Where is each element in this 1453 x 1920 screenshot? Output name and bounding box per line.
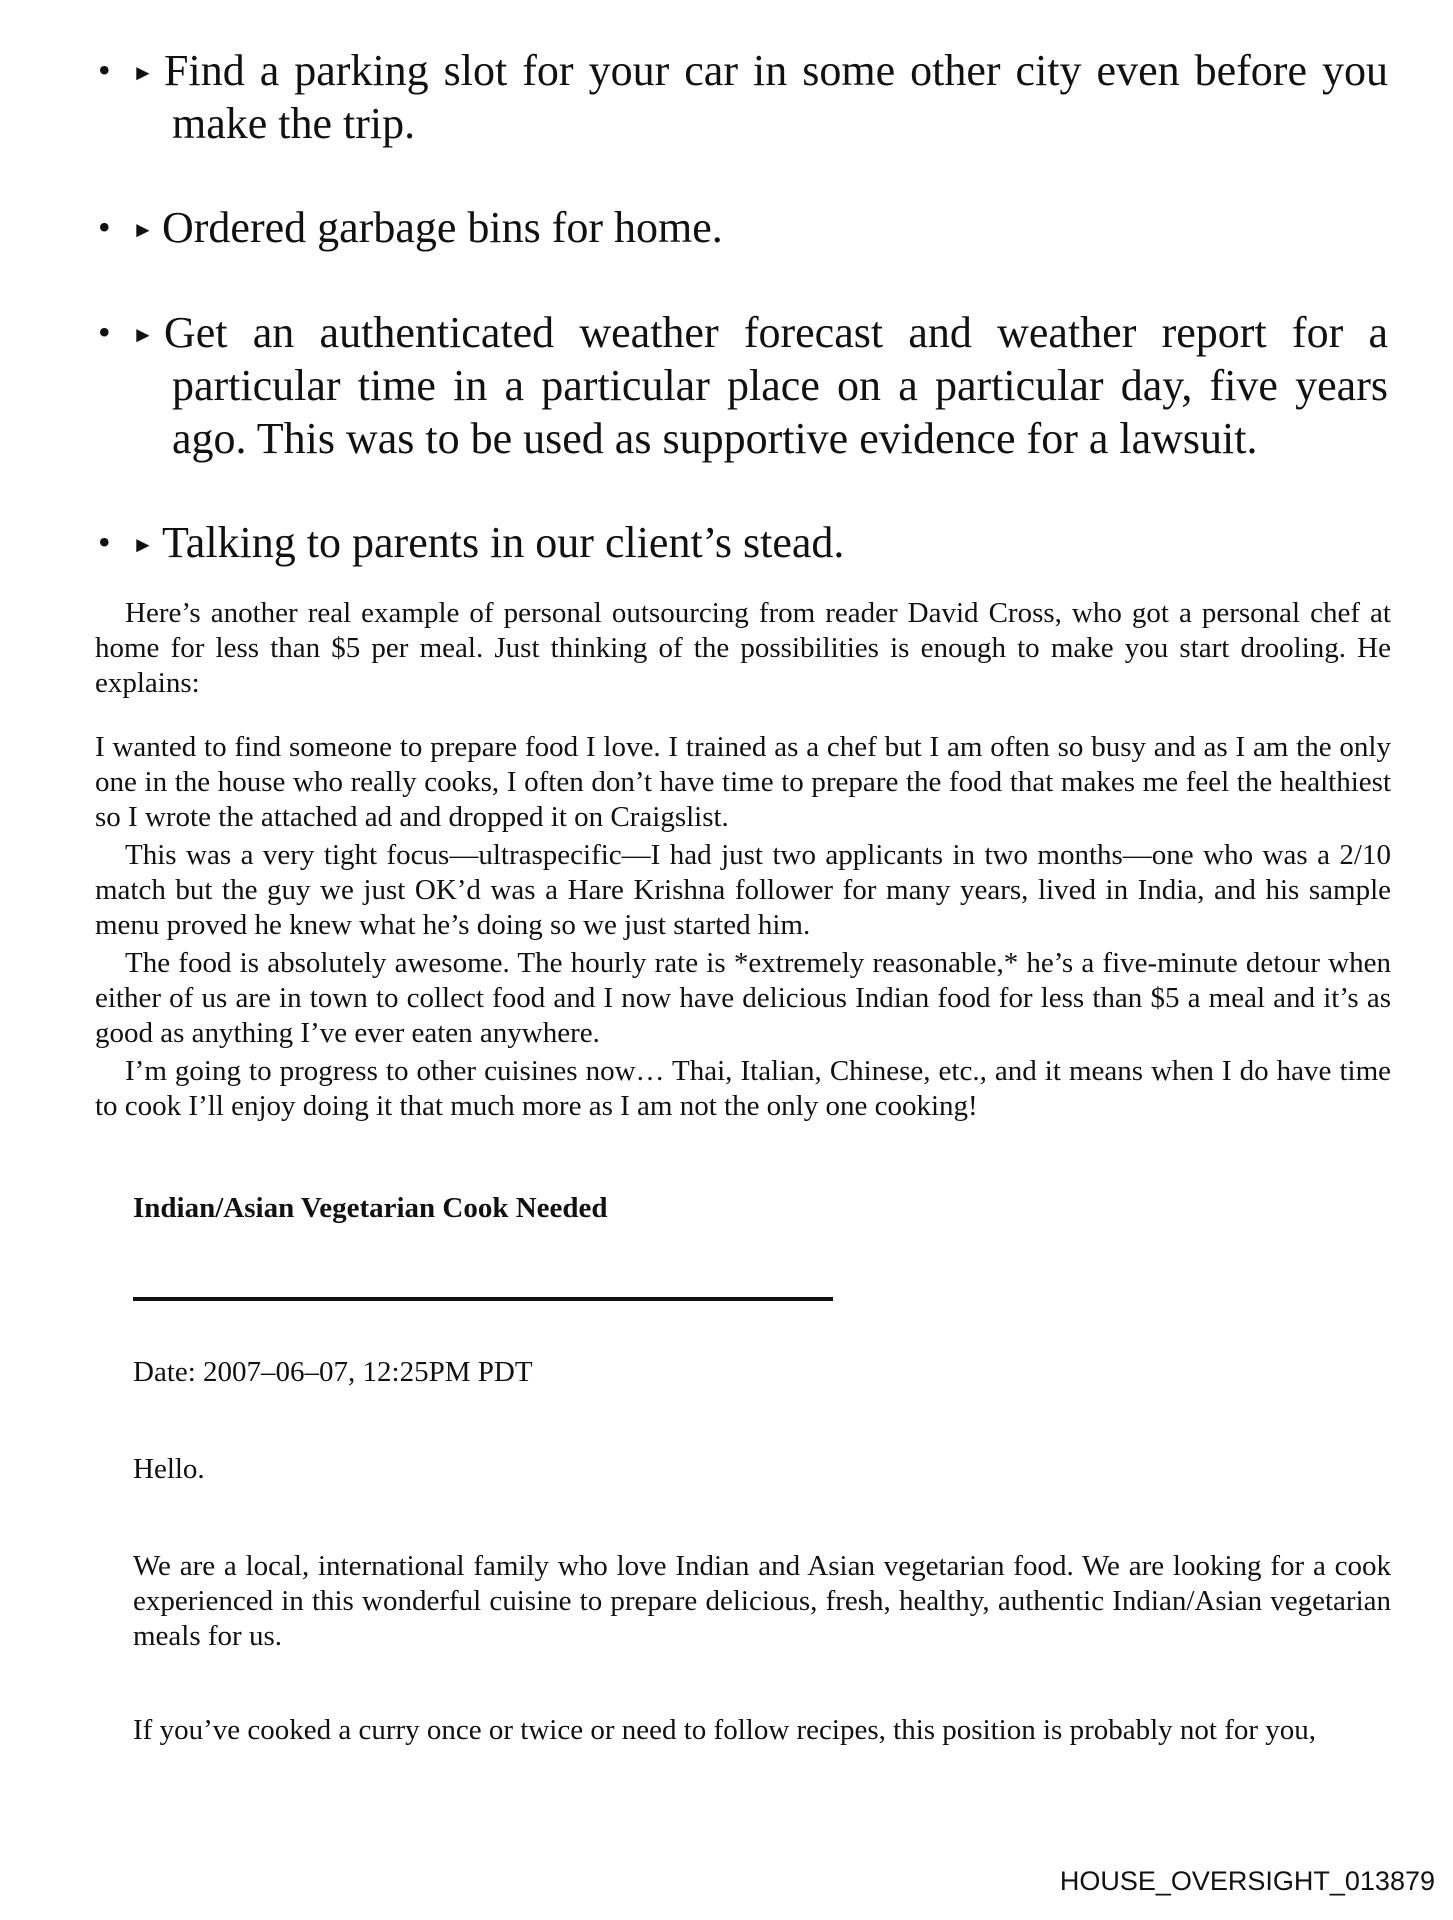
- arrow-marker-icon: ►: [132, 322, 154, 347]
- arrow-marker-icon: ►: [132, 217, 154, 242]
- arrow-marker-icon: ►: [132, 532, 154, 557]
- quote-paragraph: I wanted to find someone to prepare food I love. I trained as a chef but I am often so busy and as I am the only one in the house who really cooks, I often don’t have time to prepare the food that makes me feel the healthiest so I wrote the attached ad and dropped it on Craigslist.: [95, 731, 1391, 833]
- arrow-marker-icon: ►: [132, 60, 154, 85]
- divider-rule: [133, 1297, 833, 1301]
- bullet-dot-icon: •: [98, 522, 111, 562]
- bullet-dot-icon: •: [98, 312, 111, 352]
- bullet-item: [98, 306, 1388, 465]
- ad-body-paragraph: We are a local, international family who love Indian and Asian vegetarian food. We are looking for a cook experienced in this wonderful cuisine to prepare delicious, fresh, healthy, authentic Indian/Asian vegetarian meals for us.: [133, 1550, 1391, 1652]
- bullet-dot-icon: •: [98, 50, 111, 90]
- bullet-item: [98, 201, 1388, 254]
- quote-paragraph: I’m going to progress to other cuisines now… Thai, Italian, Chinese, etc., and it means when I do have time to cook I’ll enjoy doing it that much more as I am not the only one cooking!: [95, 1055, 1391, 1122]
- bullet-text: Find a parking slot for your car in some other city even before you make the trip.: [164, 46, 1388, 148]
- bullet-item: [98, 44, 1388, 150]
- bullet-dot-icon: •: [98, 207, 111, 247]
- ad-greeting: Hello.: [133, 1453, 205, 1485]
- bullet-text: Talking to parents in our client’s stead.: [162, 518, 845, 567]
- quote-paragraph: This was a very tight focus—ultraspecific—I had just two applicants in two months—one who was a 2/10 match but the guy we just OK’d was a Hare Krishna follower for many years, lived in India, and his sample menu proved he knew what he’s doing so we just started him.: [95, 839, 1391, 941]
- document-id-footer: HOUSE_OVERSIGHT_013879: [1059, 1866, 1435, 1896]
- intro-paragraph: Here’s another real example of personal outsourcing from reader David Cross, who got a personal chef at home for less than $5 per meal. Just thinking of the possibilities is enough to make you start drooling. He explains:: [95, 597, 1391, 699]
- ad-date: Date: 2007–06–07, 12:25PM PDT: [133, 1356, 533, 1388]
- quote-paragraph: The food is absolutely awesome. The hourly rate is *extremely reasonable,* he’s a five-minute detour when either of us are in town to collect food and I now have delicious Indian food for less than $5 a meal and it’s as good as anything I’ve ever eaten anywhere.: [95, 947, 1391, 1049]
- bullet-text: Ordered garbage bins for home.: [162, 203, 723, 252]
- ad-body-paragraph: If you’ve cooked a curry once or twice or need to follow recipes, this position is probably not for you,: [133, 1714, 1317, 1746]
- bullet-text: Get an authenticated weather forecast and weather report for a particular time in a particular place on a particular day, five years ago. This was to be used as supportive evidence for a lawsuit.: [164, 308, 1388, 463]
- ad-title: Indian/Asian Vegetarian Cook Needed: [133, 1192, 608, 1224]
- bullet-item: [98, 516, 1388, 569]
